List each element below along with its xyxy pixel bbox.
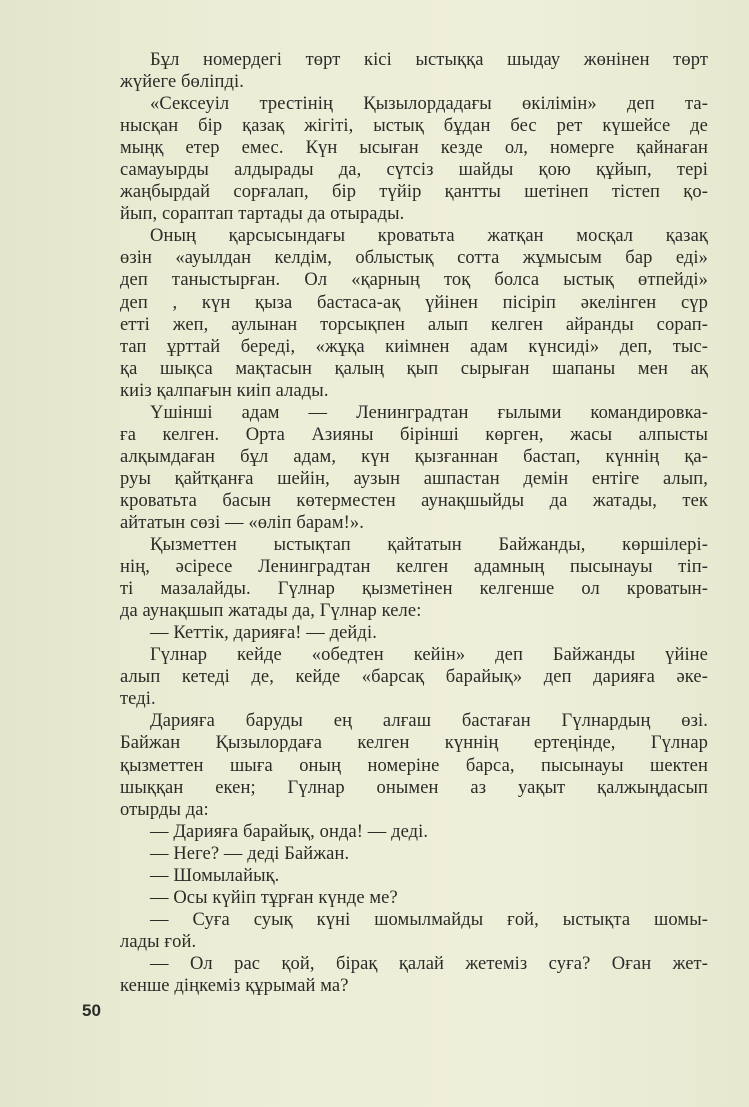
- text-line: Оның қарсысындағы кроватьта жатқан мосқал қазақ: [150, 226, 708, 247]
- paragraph: [120, 402, 708, 534]
- text-line: — Шомылайық.: [150, 865, 280, 886]
- text-line: жүйеге бөліпді.: [120, 72, 244, 93]
- text-line: Бұл номердегі төрт кісі ыстыққа шыдау жөнінен төрт: [150, 50, 708, 70]
- page-number: 50: [82, 1001, 101, 1020]
- text-line: ті мазалайды. Гүлнар қызметінен келгенше ол кроватын-: [120, 579, 708, 600]
- text-line: қа шықса мақтасын қалың қып сырыған шапаны мен ақ: [120, 358, 708, 379]
- paragraph: [120, 49, 708, 93]
- paragraph: [120, 821, 708, 843]
- text-line: тап ұрттай береді, «жұқа киімнен адам күнсиді» деп, тыс-: [120, 336, 708, 357]
- paragraph: [120, 93, 708, 225]
- paragraph: [120, 843, 708, 865]
- text-line: Үшінші адам — Ленинградтан ғылыми командировка-: [150, 402, 708, 423]
- text-line: нің, әсіресе Ленинградтан келген адамның пысынауы тіп-: [120, 557, 708, 578]
- text-line: — Ол рас қой, бірақ қалай жетеміз суға? Оған жет-: [150, 953, 708, 974]
- text-line: ға келген. Орта Азияны бірінші көрген, жасы алпысты: [120, 424, 708, 445]
- text-line: киіз қалпағын киіп алады.: [120, 380, 329, 401]
- paragraph: [120, 622, 708, 644]
- paragraph: [120, 534, 708, 622]
- paragraph: [120, 644, 708, 710]
- text-line: лады ғой.: [120, 931, 197, 952]
- text-line: қызметтен шыға оның номеріне барса, пысынауы шектен: [120, 755, 708, 776]
- text-line: йып, сораптап тартады да отырады.: [120, 204, 405, 225]
- text-line: кенше діңкеміз құрымай ма?: [120, 975, 349, 996]
- paragraph: [120, 865, 708, 887]
- text-line: айтатын сөзі — «өліп барам!».: [120, 512, 364, 533]
- text-line: — Кеттік, дарияға! — дейді.: [150, 623, 377, 644]
- paragraph: [120, 225, 708, 401]
- text-line: деп , күн қыза бастаса-ақ үйінен пісіріп әкелінген сүр: [120, 292, 708, 313]
- text-line: руы қайтқанға шейін, аузын ашпастан демін ентіге алып,: [120, 468, 708, 489]
- text-line: «Сексеуіл трестінің Қызылордадағы өкілімін» деп та-: [150, 94, 708, 115]
- text-line: отырды да:: [120, 799, 209, 820]
- text-line: мыңқ етер емес. Күн ысыған кезде ол, номерге қайнаған: [120, 138, 708, 159]
- text-line: — Суға суық күні шомылмайды ғой, ыстықта шомы-: [150, 909, 708, 930]
- page-body-text: [120, 49, 708, 997]
- text-line: кроватьта басын көтерместен аунақшыйды да жатады, тек: [120, 490, 708, 511]
- text-line: теді.: [120, 689, 156, 710]
- paragraph: [120, 953, 708, 997]
- text-line: — Неге? — деді Байжан.: [150, 843, 350, 864]
- text-line: өзін «ауылдан келдім, облыстық сотта жұмысым бар еді»: [120, 248, 708, 269]
- text-line: самауырды алдырады да, сүтсіз шайды қою құйып, тері: [120, 160, 708, 181]
- text-line: Дарияға баруды ең алғаш бастаған Гүлнардың өзі.: [150, 711, 708, 732]
- paragraph: [120, 887, 708, 909]
- text-line: алқымдаған бұл адам, күн қызғаннан бастап, күннің қа-: [120, 446, 708, 467]
- text-line: — Дарияға барайық, онда! — деді.: [150, 821, 429, 842]
- text-line: Қызметтен ыстықтап қайтатын Байжанды, көршілері-: [150, 535, 708, 556]
- text-line: жаңбырдай сорғалап, бір түйір қантты шетінеп тістеп қо-: [120, 182, 708, 203]
- text-line: нысқан бір қазақ жігіті, ыстық бұдан бес рет күшейсе де: [120, 116, 708, 137]
- text-line: шыққан екен; Гүлнар онымен аз уақыт қалжыңдасып: [120, 777, 708, 798]
- text-line: етті жеп, аулынан торсықпен алып келген айранды сорап-: [120, 314, 708, 335]
- text-line: — Осы күйіп тұрған күнде ме?: [150, 887, 398, 908]
- text-line: Гүлнар кейде «обедтен кейін» деп Байжанды үйіне: [150, 645, 708, 666]
- paragraph: [120, 909, 708, 953]
- text-line: деп таныстырған. Ол «қарның тоқ болса ыстық өтпейді»: [120, 270, 708, 291]
- text-line: алып кетеді де, кейде «барсақ барайық» деп дарияға әке-: [120, 667, 708, 688]
- text-line: Байжан Қызылордаға келген күннің ертеңінде, Гүлнар: [120, 733, 708, 754]
- paragraph: [120, 710, 708, 820]
- text-line: да аунақшып жатады да, Гүлнар келе:: [120, 601, 422, 622]
